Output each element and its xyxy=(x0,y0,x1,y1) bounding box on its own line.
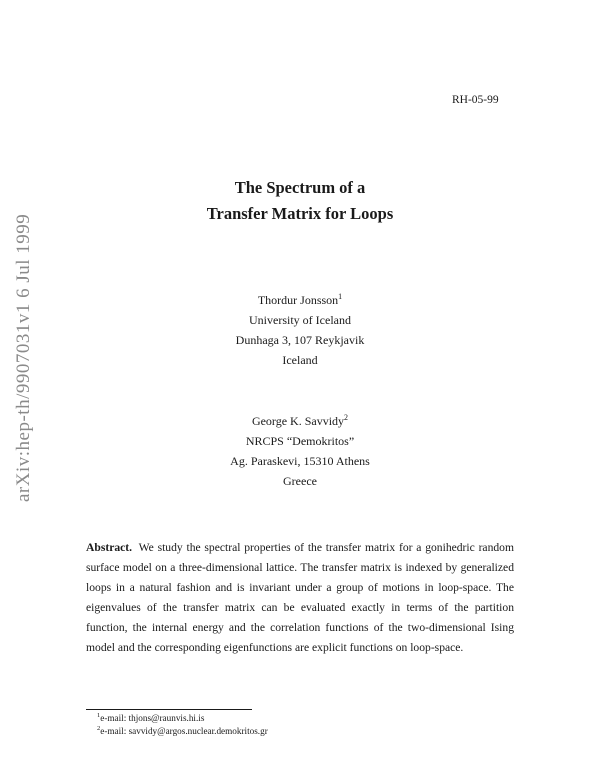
footnote-item xyxy=(97,712,268,725)
author-name xyxy=(0,290,600,310)
abstract-text: We study the spectral properties of the transfer matrix for a gonihedric random surface model on a three-dimensional lattice. The transfer matrix is indexed by generalized loops in a natural fashion and is invariant under a group of motions in loop-space. The eigenvalues of the transfer matrix can be evaluated exactly in terms of the partition function, the internal energy and the correlation functions of the two-dimensional Ising model and the corresponding eigenfunctions are explicit functions on loop-space. xyxy=(86,541,514,655)
footnote-mark: 1 xyxy=(338,292,343,301)
affiliation-line: NRCPS “Demokritos” xyxy=(245,434,355,448)
author-block-1 xyxy=(0,290,600,370)
report-number: RH-05-99 xyxy=(452,94,499,106)
author-name-text: George K. Savvidy xyxy=(251,414,345,428)
footnote-mark: 2 xyxy=(344,413,349,422)
abstract xyxy=(86,538,514,659)
footnote-divider xyxy=(86,709,252,710)
author-name-text: Thordur Jonsson xyxy=(257,293,339,307)
abstract-label: Abstract. xyxy=(86,541,133,554)
footnotes xyxy=(97,712,268,738)
title-line-2: Transfer Matrix for Loops xyxy=(206,204,394,223)
footnote-text: e-mail: thjons@raunvis.hi.is xyxy=(100,713,205,723)
affiliation-line: Ag. Paraskevi, 15310 Athens xyxy=(230,454,370,468)
author-name xyxy=(0,411,600,431)
arxiv-stamp: arXiv:hep-th/9907031v1 6 Jul 1999 xyxy=(13,213,34,502)
author-block-2 xyxy=(0,411,600,491)
affiliation-line: Iceland xyxy=(282,353,318,367)
title-line-1: The Spectrum of a xyxy=(234,178,366,197)
footnote-item xyxy=(97,725,268,738)
footnote-text: e-mail: savvidy@argos.nuclear.demokritos.gr xyxy=(100,726,268,736)
affiliation-line: University of Iceland xyxy=(249,313,351,327)
affiliation-line: Greece xyxy=(283,474,317,488)
affiliation-line: Dunhaga 3, 107 Reykjavik xyxy=(235,333,365,347)
footnote-mark: 2 xyxy=(97,725,101,732)
footnote-mark: 1 xyxy=(97,712,101,719)
paper-title xyxy=(0,175,600,227)
